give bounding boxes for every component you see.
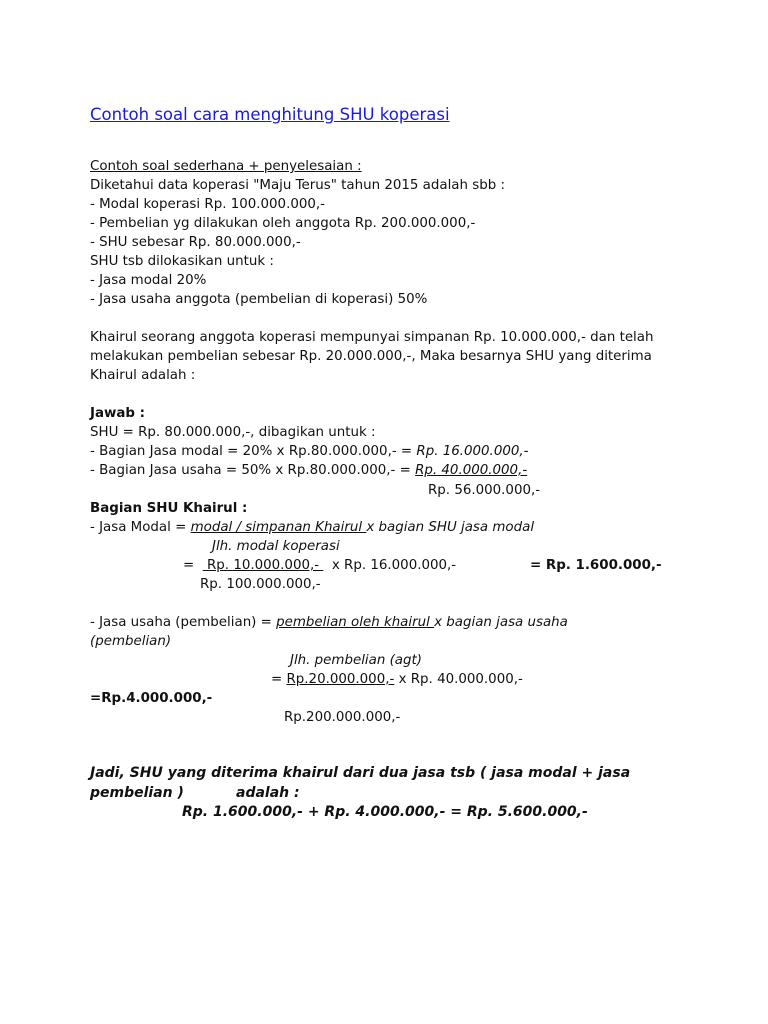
jasa-usaha-times-cont: (pembelian) [90, 634, 172, 649]
answer-total: Rp. 56.000.000,- [428, 483, 541, 498]
jasa-modal-result: = Rp. 1.600.000,- [530, 558, 662, 573]
usaha-share-result: Rp. 40.000.000,- [415, 463, 528, 478]
jasa-usaha-times-value: x Rp. 40.000.000,- [394, 672, 523, 687]
document-title[interactable]: Contoh soal cara menghitung SHU koperasi [90, 105, 450, 124]
intro-line: - Pembelian yg dilakukan oleh anggota Rp. 200.000.000,- [90, 216, 476, 231]
problem-line: Khairul seorang anggota koperasi mempunyai simpanan Rp. 10.000.000,- dan telah [90, 330, 654, 345]
jasa-modal-numerator: modal / simpanan Khairul [190, 520, 367, 535]
usaha-share-text: - Bagian Jasa usaha = 50% x Rp.80.000.000,- = [90, 463, 416, 478]
jasa-modal-times: x bagian SHU jasa modal [366, 520, 535, 535]
intro-line: SHU tsb dilokasikan untuk : [90, 254, 274, 269]
answer-heading: Jawab : [90, 406, 146, 421]
intro-line: - SHU sebesar Rp. 80.000.000,- [90, 235, 301, 250]
problem-line: melakukan pembelian sebesar Rp. 20.000.000,-, Maka besarnya SHU yang diterima [90, 349, 652, 364]
jasa-usaha-label: - Jasa usaha (pembelian) = [90, 615, 277, 630]
intro-heading: Contoh soal sederhana + penyelesaian : [90, 159, 362, 174]
jasa-usaha-result: =Rp.4.000.000,- [90, 691, 213, 706]
khairul-heading: Bagian SHU Khairul : [90, 501, 248, 516]
intro-line: Diketahui data koperasi "Maju Terus" tahun 2015 adalah sbb : [90, 178, 505, 193]
equals-sign: = [183, 558, 195, 573]
jasa-modal-times-value: x Rp. 16.000.000,- [331, 558, 457, 573]
intro-line: - Jasa usaha anggota (pembelian di koperasi) 50% [90, 292, 428, 307]
jasa-usaha-times: x bagian jasa usaha [434, 615, 568, 630]
jasa-usaha-formula [90, 613, 568, 632]
conclusion-line: pembelian ) [90, 785, 184, 801]
jasa-modal-values [183, 556, 456, 575]
jasa-usaha-values [271, 670, 523, 689]
conclusion-total: Rp. 1.600.000,- + Rp. 4.000.000,- = Rp. 5.600.000,- [182, 804, 588, 820]
modal-share-text: - Bagian Jasa modal = 20% x Rp.80.000.000,- = [90, 444, 417, 459]
jasa-usaha-num-value: Rp.20.000.000,- [286, 672, 395, 687]
conclusion-line: adalah : [236, 785, 300, 801]
conclusion-line: Jadi, SHU yang diterima khairul dari dua jasa tsb ( jasa modal + jasa [90, 765, 631, 781]
modal-share-line [90, 442, 528, 461]
intro-line: - Jasa modal 20% [90, 273, 207, 288]
shu-line: SHU = Rp. 80.000.000,-, dibagikan untuk : [90, 425, 376, 440]
modal-share-result: Rp. 16.000.000,- [416, 444, 529, 459]
jasa-usaha-denominator: Jlh. pembelian (agt) [290, 653, 422, 668]
jasa-modal-denominator: Jlh. modal koperasi [212, 539, 340, 554]
jasa-usaha-numerator: pembelian oleh khairul [276, 615, 435, 630]
intro-line: - Modal koperasi Rp. 100.000.000,- [90, 197, 325, 212]
problem-line: Khairul adalah : [90, 368, 196, 383]
jasa-modal-formula [90, 518, 534, 537]
jasa-usaha-den-value: Rp.200.000.000,- [284, 710, 401, 725]
usaha-share-line [90, 461, 527, 480]
equals-sign: = [271, 672, 287, 687]
jasa-modal-num-value: Rp. 10.000.000,- [202, 558, 324, 573]
jasa-modal-den-value: Rp. 100.000.000,- [200, 577, 321, 592]
jasa-modal-label: - Jasa Modal = [90, 520, 191, 535]
